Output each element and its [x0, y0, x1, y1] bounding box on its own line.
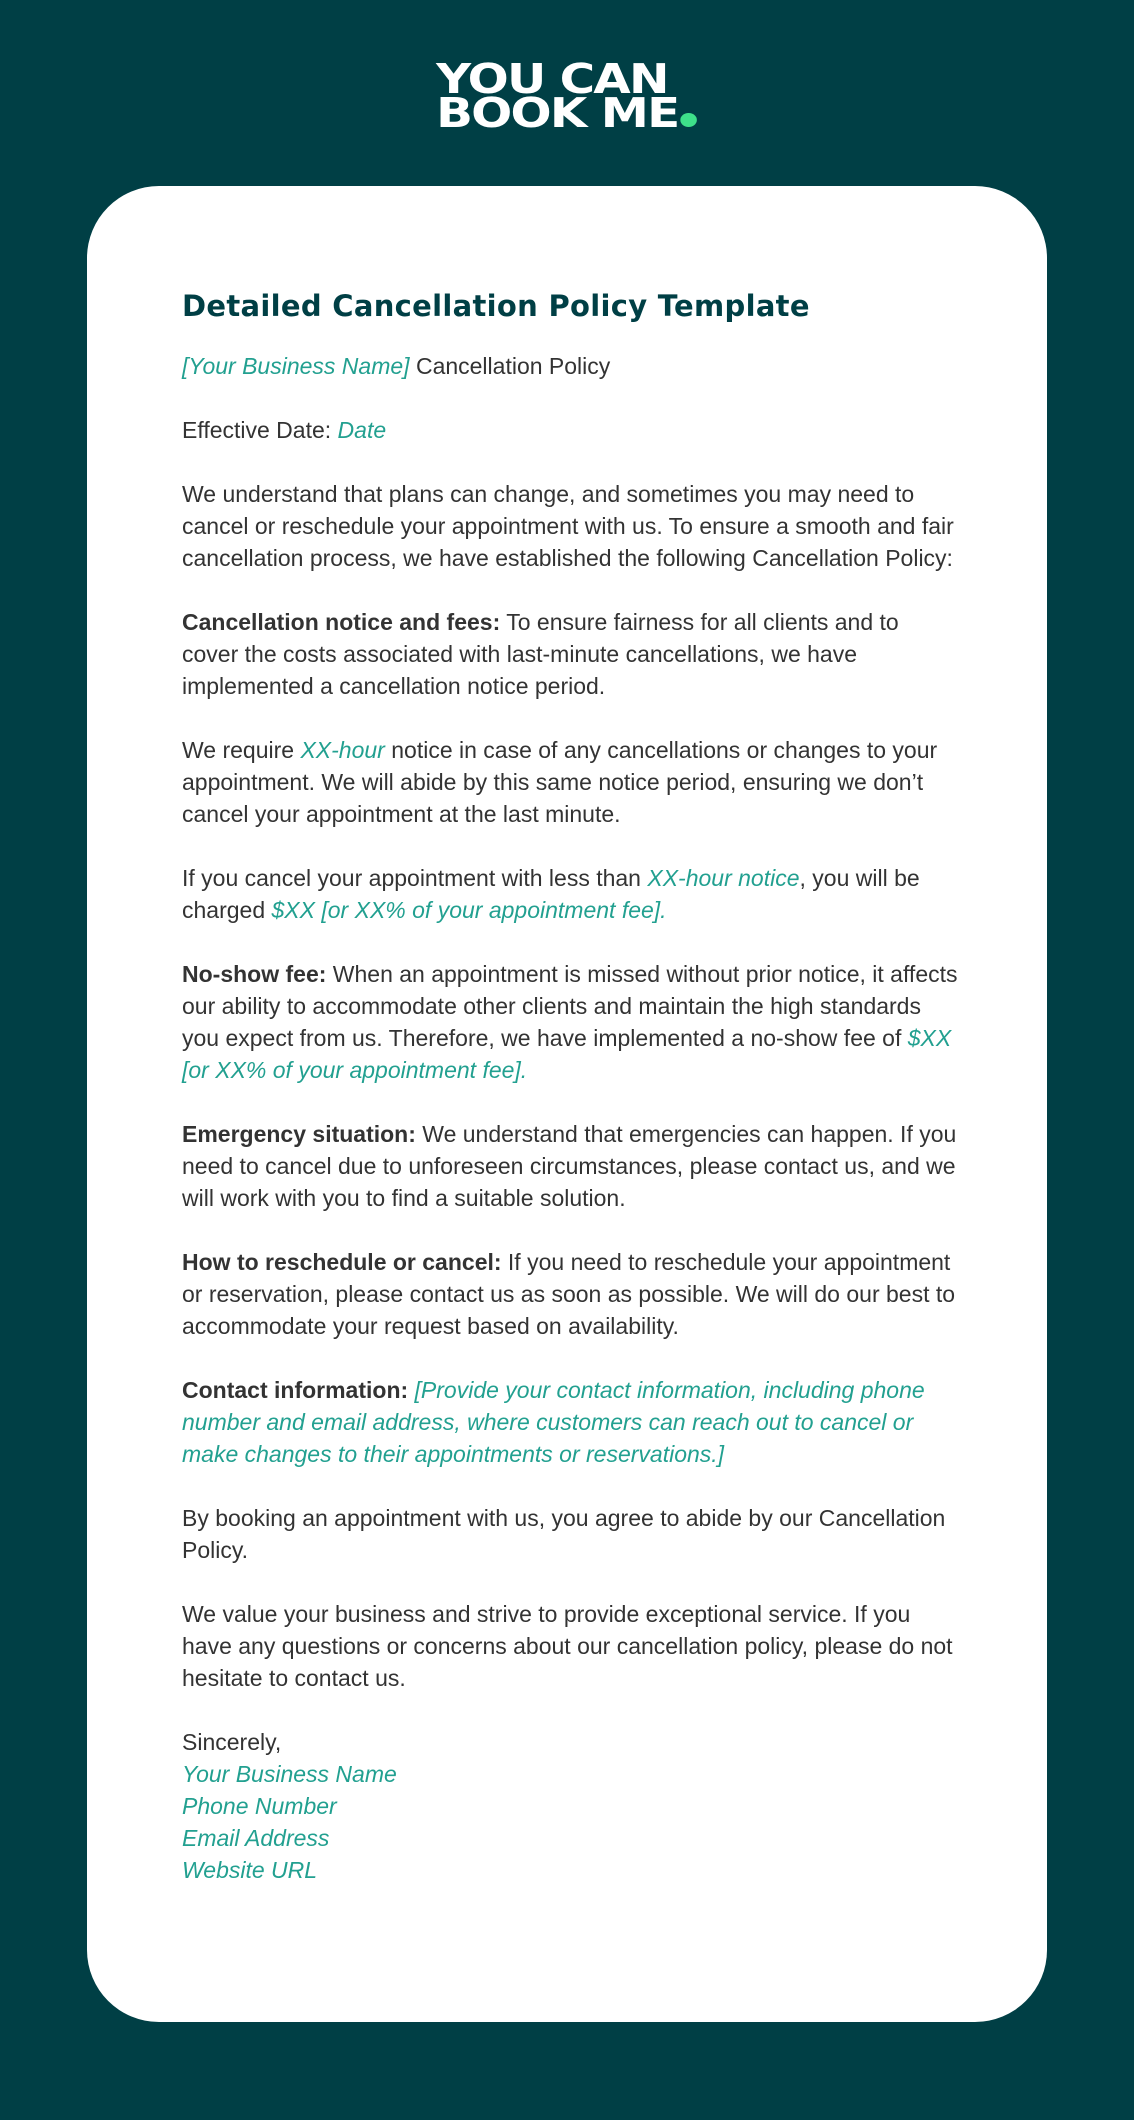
brand-logo: [0, 55, 1134, 137]
late-cancel-paragraph: [182, 862, 961, 926]
effective-date: [182, 414, 961, 446]
closing-paragraph: We value your business and strive to provide exceptional service. If you have any questions or concerns about our cancellation policy, please do not hesitate to contact us.: [182, 1601, 953, 1691]
notice-fees-label: Cancellation notice and fees:: [182, 609, 501, 635]
policy-card: [87, 186, 1047, 2022]
require-notice-paragraph: [182, 734, 961, 830]
policy-heading-text: Cancellation Policy: [409, 353, 611, 379]
reschedule-paragraph: [182, 1246, 961, 1342]
policy-heading-line: [182, 350, 961, 382]
emergency-text: We understand that emergencies can happen. If you need to cancel due to unforeseen circumstances, please contact us, and we will work with you to find a suitable solution.: [182, 1121, 957, 1211]
reschedule-label: How to reschedule or cancel:: [182, 1249, 502, 1275]
business-name-placeholder: [Your Business Name]: [182, 353, 410, 379]
signoff-phone: Phone Number: [182, 1793, 337, 1819]
emergency-label: Emergency situation:: [182, 1121, 416, 1147]
signoff-email: Email Address: [182, 1825, 330, 1851]
signoff-sincerely: Sincerely,: [182, 1729, 282, 1755]
fee-placeholder: $XX [or XX% of your appointment fee].: [271, 897, 667, 923]
notice-fees-paragraph: [182, 606, 961, 702]
agreement-paragraph: By booking an appointment with us, you agree to abide by our Cancellation Policy.: [182, 1505, 946, 1563]
logo-line-1: YOU CAN: [436, 55, 669, 103]
date-placeholder: Date: [337, 417, 387, 443]
late-cancel-pre: If you cancel your appointment with less than: [182, 865, 648, 891]
no-show-fee-placeholder: $XX [or XX% of your appointment fee].: [182, 1025, 952, 1083]
contact-label: Contact information:: [182, 1377, 409, 1403]
logo-dot-icon: [681, 113, 698, 127]
no-show-text: When an appointment is missed without prior notice, it affects our ability to accommodate other clients and maintain the high standards you expect from us. Therefore, we have implemented a no-show fee of: [182, 961, 958, 1051]
require-pre: We require: [182, 737, 301, 763]
intro-paragraph: We understand that plans can change, and sometimes you may need to cancel or reschedule your appointment with us. To ensure a smooth and fair cancellation process, we have established the following Cancellation Policy:: [182, 481, 954, 571]
require-post: notice in case of any cancellations or changes to your appointment. We will abide by this same notice period, ensuring we don’t cancel your appointment at the last minute.: [182, 737, 938, 827]
contact-placeholder: [Provide your contact information, including phone number and email address, where customers can reach out to cancel or make changes to their appointments or reservations.]: [182, 1377, 925, 1467]
document-title: Detailed Cancellation Policy Template: [182, 289, 810, 323]
signoff-website: Website URL: [182, 1857, 318, 1883]
hour-placeholder: XX-hour: [300, 737, 385, 763]
notice-fees-text: To ensure fairness for all clients and to cover the costs associated with last-minute cancellations, we have implemented a cancellation notice period.: [182, 609, 899, 699]
no-show-paragraph: [182, 958, 961, 1086]
no-show-label: No-show fee:: [182, 961, 327, 987]
contact-paragraph: [182, 1374, 961, 1470]
signoff-block: [182, 1726, 961, 1886]
hour-notice-placeholder: XX-hour notice: [647, 865, 800, 891]
late-cancel-mid: , you will be charged: [182, 865, 920, 923]
reschedule-text: If you need to reschedule your appointment or reservation, please contact us as soon as possible. We will do our best to accommodate your request based on availability.: [182, 1249, 956, 1339]
signoff-business-name: Your Business Name: [182, 1761, 397, 1787]
emergency-paragraph: [182, 1118, 961, 1214]
effective-date-label: Effective Date:: [182, 417, 338, 443]
logo-line-2: BOOK ME: [436, 89, 679, 137]
